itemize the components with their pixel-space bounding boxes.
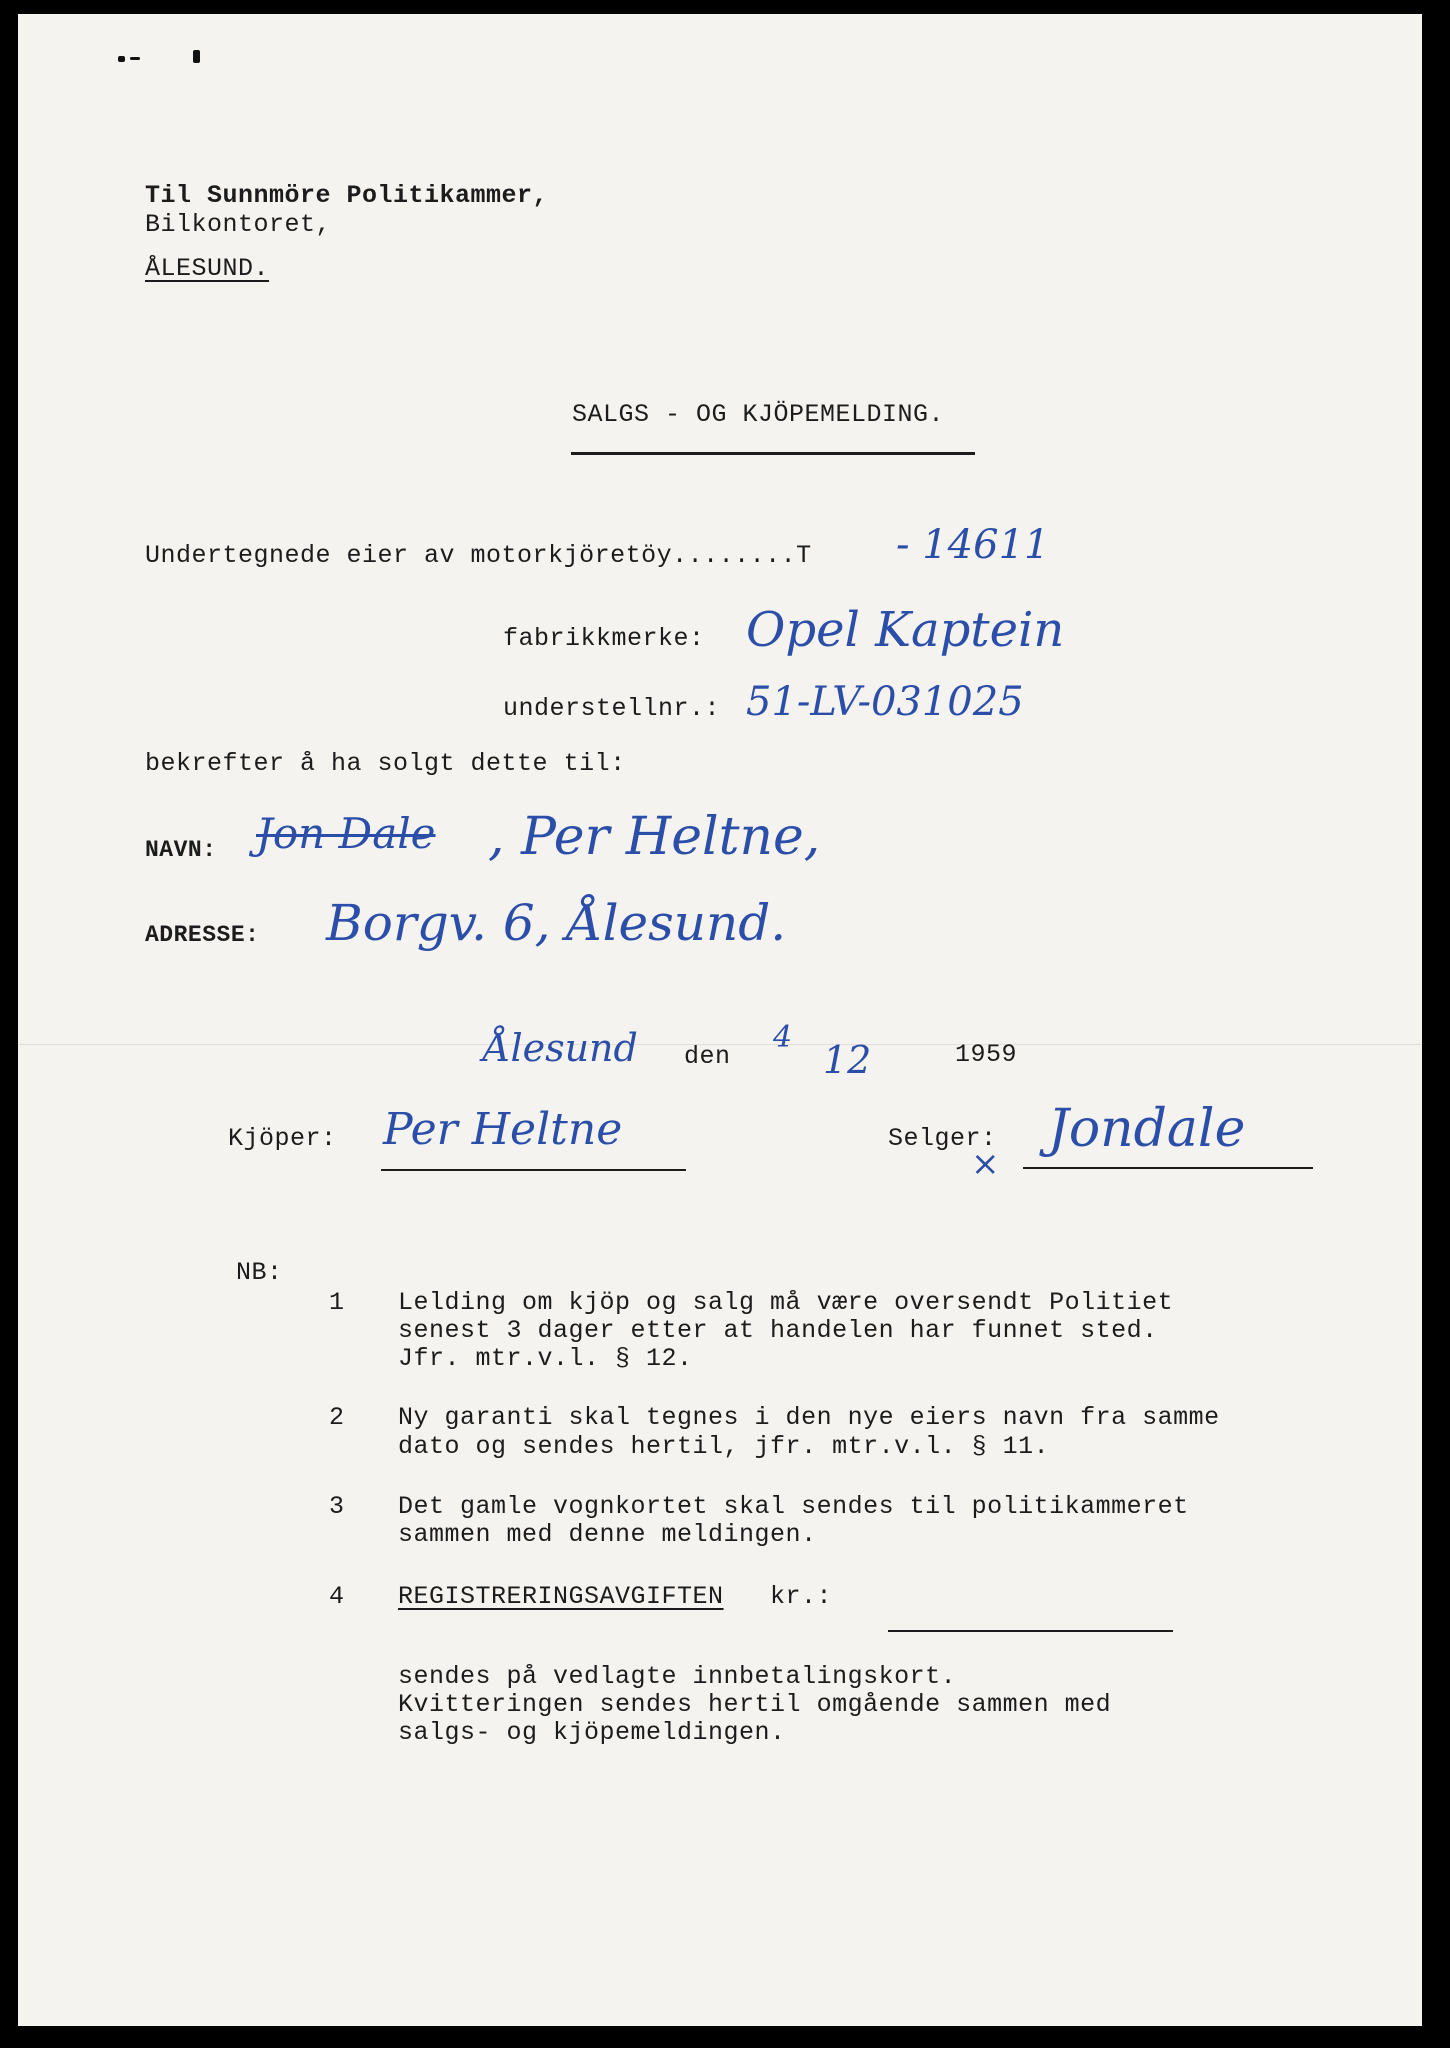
seller-signature: Jondale [1048,1099,1246,1159]
seller-mark: × [971,1144,1000,1184]
chassis-label: understellnr.: [503,694,721,723]
date-day: 4 [773,1020,793,1055]
owner-label: Undertegnede eier av motorkjöretöy........T [145,541,812,570]
document-page [18,14,1422,2026]
name-label: NAVN: [145,837,217,863]
date-place: Ålesund [483,1026,638,1070]
nb-item-number: 2 [329,1403,345,1432]
form-title: SALGS - OG KJÖPEMELDING. [572,400,945,429]
chassis-value: 51-LV-031025 [746,679,1024,725]
nb-item-number: 4 [329,1582,345,1611]
buyer-label: Kjöper: [228,1124,337,1153]
nb-item-line: sammen med denne meldingen. [398,1520,817,1549]
fee-line: sendes på vedlagte innbetalingskort. [398,1662,957,1691]
title-underline [571,452,975,455]
nb-item-line: Ny garanti skal tegnes i den nye eiers navn fra samme [398,1403,1220,1432]
nb-item-number: 3 [329,1492,345,1521]
buyer-signature: Per Heltne [383,1104,623,1155]
addressee-line-2: Bilkontoret, [145,210,332,239]
nb-label: NB: [236,1258,283,1287]
nb-item-line: senest 3 dager etter at handelen har funnet sted. [398,1316,1158,1345]
make-label: fabrikkmerke: [503,624,705,653]
date-month: 12 [823,1038,872,1082]
nb-item-line: Det gamle vognkortet skal sendes til politikammeret [398,1492,1189,1521]
fee-heading: REGISTRERINGSAVGIFTEN [398,1582,724,1611]
address-label: ADRESSE: [145,922,260,948]
seller-signature-line [1023,1167,1313,1169]
fee-line: salgs- og kjöpemeldingen. [398,1718,786,1747]
ink-speck [130,57,140,60]
fee-line: Kvitteringen sendes hertil omgående sammen med [398,1690,1112,1719]
date-year: 1959 [955,1040,1018,1069]
ink-speck [193,50,200,63]
sold-to-line: bekrefter å ha solgt dette til: [145,749,626,778]
make-value: Opel Kaptein [746,602,1065,658]
address-value: Borgv. 6, Ålesund. [326,894,787,952]
addressee-city: ÅLESUND. [145,254,270,283]
nb-item-line: Jfr. mtr.v.l. § 12. [398,1344,693,1373]
addressee-line-1: Til Sunnmöre Politikammer, [145,181,549,210]
ink-speck [118,56,125,62]
name-value: , Per Heltne, [488,807,821,867]
name-crossed-out: Jon Dale [256,809,436,858]
nb-item-number: 1 [329,1288,345,1317]
seller-label: Selger: [888,1124,997,1153]
fee-amount-line [888,1630,1173,1632]
nb-item-line: Lelding om kjöp og salg må være oversendt Politiet [398,1288,1174,1317]
fee-kr: kr.: [770,1582,833,1611]
nb-item-line: dato og sendes hertil, jfr. mtr.v.l. § 11. [398,1432,1050,1461]
registration-number: - 14611 [896,522,1050,568]
date-den: den [684,1042,731,1071]
buyer-signature-line [381,1169,686,1171]
